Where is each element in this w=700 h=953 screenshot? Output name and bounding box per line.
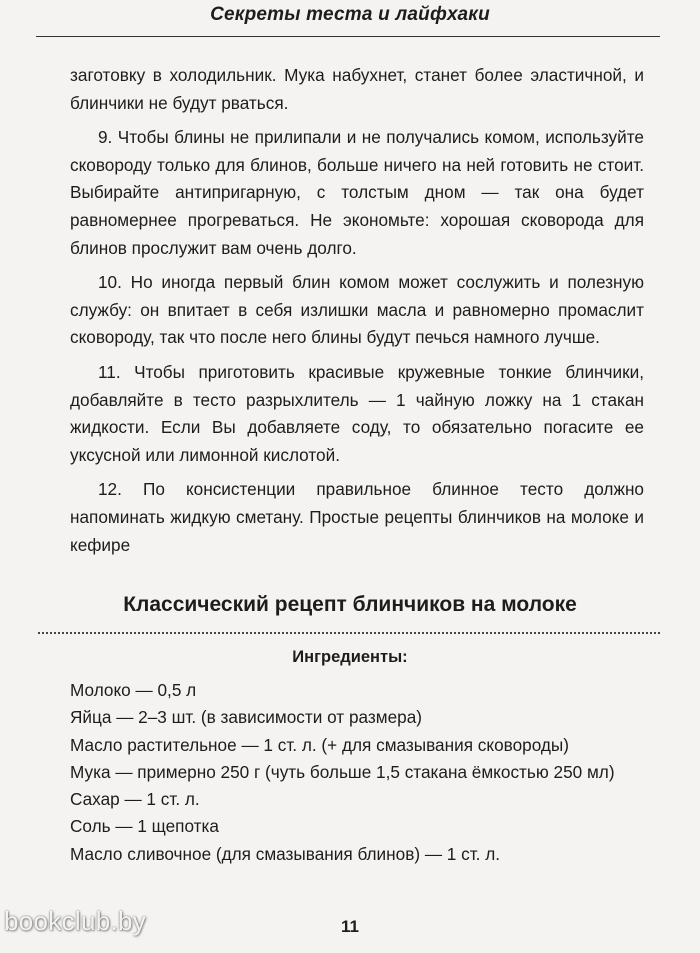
ingredient-item: Яйца — 2–3 шт. (в зависимости от размера): [70, 707, 422, 728]
tip-11: 11. Чтобы приготовить красивые кружевные тонкие блинчики, добавляйте в тесто разрыхлитель — 1 чайную ложку на 1 стакан жидкости. Если Вы добавляете соду, то обязательно погасите ее уксусной или лимонной кислотой.: [70, 361, 644, 465]
tip-9: 9. Чтобы блины не прилипали и не получались комом, используйте сковороду только для блинов, больше ничего на ней готовить не стоит. Выбирайте антипригарную, с толстым дном — так она будет равномернее прогреваться. Не экономьте: хорошая сковорода для блинов прослужит вам очень долго.: [70, 127, 644, 258]
ingredient-item: Соль — 1 щепотка: [70, 816, 219, 837]
ingredient-item: Сахар — 1 ст. л.: [70, 789, 200, 810]
tip-12: 12. По консистенции правильное блинное тесто должно напоминать жидкую сметану. Простые рецепты блинчиков на молоке и кефире: [70, 479, 644, 555]
ingredients-list: [70, 677, 650, 868]
body-text: [70, 62, 644, 566]
recipe-title: Классический рецепт блинчиков на молоке: [123, 593, 577, 616]
ingredients-heading: Ингредиенты:: [292, 648, 408, 666]
watermark: bookclub.by: [4, 906, 147, 936]
dotted-divider: [38, 632, 660, 634]
page-number: 11: [341, 917, 359, 936]
tip-10: 10. Но иногда первый блин комом может сослужить и полезную службу: он впитает в себя излишки масла и равномерно промаслит сковороду, так что после него блины будут печься намного лучше.: [70, 272, 644, 348]
ingredient-item: Масло растительное — 1 ст. л. (+ для смазывания сковороды): [70, 734, 569, 755]
ingredient-item: Мука — примерно 250 г (чуть больше 1,5 стакана ёмкостью 250 мл): [70, 761, 615, 782]
header-rule: [36, 36, 660, 37]
running-header: Секреты теста и лайфхаки: [210, 4, 490, 25]
ingredient-item: Молоко — 0,5 л: [70, 680, 197, 700]
ingredient-item: Масло сливочное (для смазывания блинов) — 1 ст. л.: [70, 843, 501, 864]
paragraph-continuation: заготовку в холодильник. Мука набухнет, станет более эластичной, и блинчики не будут рваться.: [70, 65, 644, 113]
